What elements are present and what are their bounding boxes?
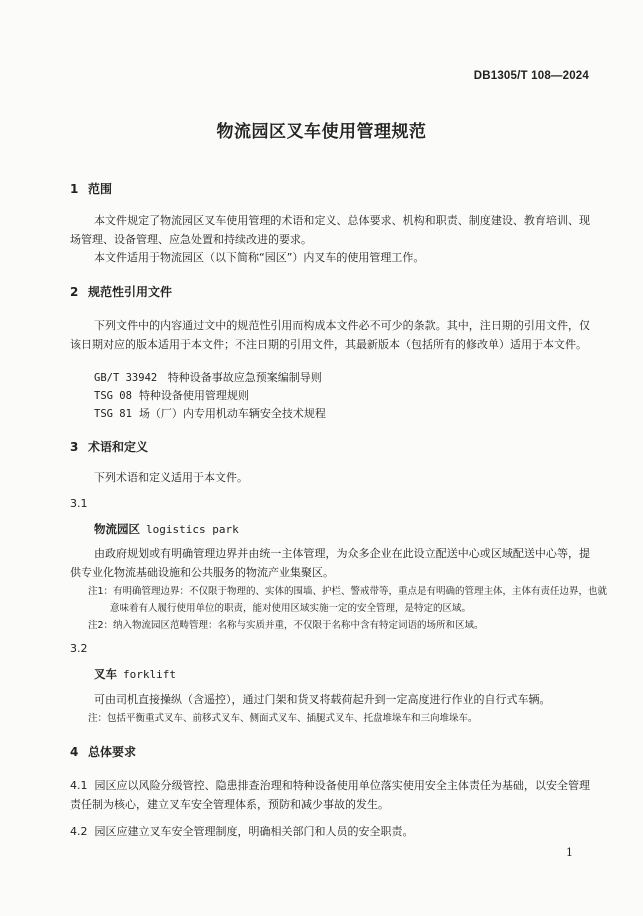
reference-title: 特种设备事故应急预案编制导则	[167, 371, 322, 384]
section-1-heading	[70, 180, 112, 197]
note-label: 注：	[88, 713, 108, 724]
term-note	[88, 617, 588, 634]
section-title: 总体要求	[88, 745, 137, 759]
term-chinese: 物流园区	[94, 522, 140, 536]
reference-title: 场（厂）内专用机动车辆安全技术规程	[138, 407, 326, 420]
scope-paragraph-2: 本文件适用于物流园区（以下简称“园区”）内叉车的使用管理工作。	[94, 251, 425, 264]
section-title: 范围	[88, 182, 113, 196]
reference-code: GB/T 33942	[94, 372, 158, 384]
term-chinese: 叉车	[94, 667, 117, 681]
section-title: 术语和定义	[88, 440, 149, 454]
term-note	[88, 583, 610, 617]
note-text: 有明确管理边界：不仅限于物理的、实体的围墙、护栏、警戒带等，重点是有明确的管理主体，主体有责任边界，也就意味着有人履行使用单位的职责，能对使用区域实施一定的安全管理，是特定的区域。	[110, 586, 608, 614]
reference-code: TSG 08	[94, 390, 132, 402]
section-number: 1	[70, 182, 79, 196]
term-definition: 由政府规划或有明确管理边界并由统一主体管理，为众多企业在此设立配送中心或区域配送中心等，提供专业化物流基础设施和公共服务的物流产业集聚区。	[70, 547, 590, 579]
document-title: 物流园区叉车使用管理规范	[216, 122, 427, 142]
section-2-heading	[70, 283, 172, 300]
term-english: forklift	[123, 668, 176, 681]
standard-code: DB1305/T 108—2024	[473, 70, 589, 82]
term-entry	[94, 521, 239, 537]
reference-code: TSG 81	[94, 408, 132, 420]
section-number: 3	[70, 440, 79, 454]
note-label: 注1：	[88, 586, 114, 597]
clause-4-2	[70, 822, 590, 841]
note-text: 纳入物流园区范畴管理：名称与实质并重，不仅限于名称中含有特定词语的场所和区域。	[113, 620, 484, 631]
clause-4-1	[70, 776, 590, 814]
scope-paragraph-1: 本文件规定了物流园区叉车使用管理的术语和定义、总体要求、机构和职责、制度建设、教育培训、现场管理、设备管理、应急处置和持续改进的要求。	[70, 214, 590, 246]
clause-text: 园区应建立叉车安全管理制度，明确相关部门和人员的安全职责。	[94, 825, 414, 838]
section-title: 规范性引用文件	[88, 285, 173, 299]
term-definition: 可由司机直接操纵（含遥控），通过门架和货叉将载荷起升到一定高度进行作业的自行式车辆。	[94, 693, 551, 706]
reference-title: 特种设备使用管理规则	[138, 389, 249, 402]
page-number: 1	[566, 846, 573, 859]
clause-number: 4.1	[70, 779, 88, 792]
section-4-heading	[70, 743, 136, 760]
section-3-heading	[70, 438, 148, 455]
term-note	[88, 710, 588, 727]
note-text: 包括平衡重式叉车、前移式叉车、侧面式叉车、插腿式叉车、托盘堆垛车和三向堆垛车。	[107, 713, 478, 724]
note-label: 注2：	[88, 620, 114, 631]
normative-references-paragraph: 下列文件中的内容通过文中的规范性引用而构成本文件必不可少的条款。其中，注日期的引用文件，仅该日期对应的版本适用于本文件；不注日期的引用文件，其最新版本（包括所有的修改单）适用于本文件。	[70, 319, 590, 351]
reference-item	[94, 387, 249, 406]
term-number: 3.2	[70, 642, 88, 655]
term-entry	[94, 666, 176, 682]
section-number: 4	[70, 745, 79, 759]
reference-item	[94, 369, 322, 388]
section-number: 2	[70, 285, 79, 299]
term-number: 3.1	[70, 497, 88, 510]
clause-number: 4.2	[70, 825, 88, 838]
reference-item	[94, 405, 326, 424]
clause-text: 园区应以风险分级管控、隐患排查治理和特种设备使用单位落实使用安全主体责任为基础，以安全管理责任制为核心，建立叉车安全管理体系，预防和减少事故的发生。	[70, 779, 590, 811]
terms-intro-paragraph: 下列术语和定义适用于本文件。	[94, 471, 248, 484]
term-english: logistics park	[146, 523, 239, 536]
